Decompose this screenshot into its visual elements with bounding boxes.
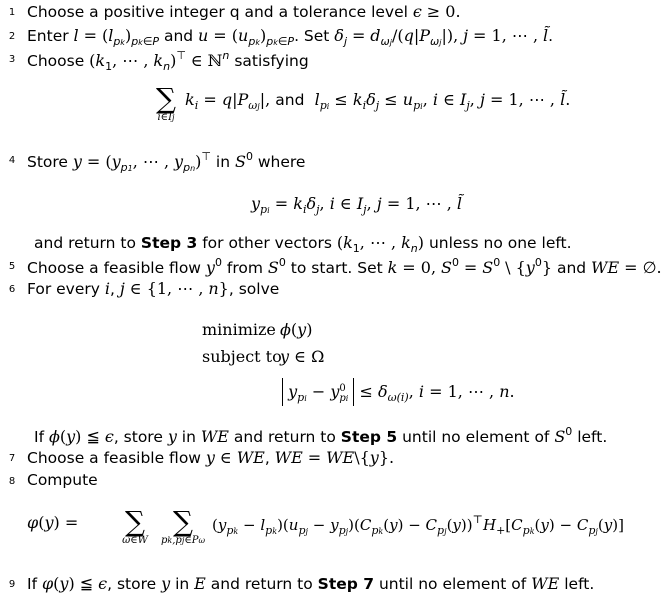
line-number: 9: [8, 579, 16, 590]
line-text: Enter $l = (l_{pk})_{pk\in P}$ and $u = (u_{pk})_{pk\in P}$. Set $\delta_j = d_{\omega j}/(q|P_{\omega j}|)$, j = 1, ⋯ , l̃.: [27, 26, 554, 48]
line-text: and return to Step 3 for other vectors ($k_1$, ⋯ , $k_n$) unless no one left.: [34, 233, 572, 255]
summation-sign: ∑ i∈Ij: [156, 82, 176, 123]
line-number: 8: [8, 476, 16, 487]
equation-text: $k_i = q|P_{\omega j}|$, and $l_{pi} \le k_i\delta_j \le u_{pi}$, i ∈ $I_j$, j = 1, ⋯ , l̃.: [185, 90, 571, 112]
equation-rhs: $(y_{pk} - l_{pk})(u_{pj} - y_{pj})(C_{pk}(y) - C_{pj}(y))^⊤H_+[C_{pk}(y) - C_{pj}(y)]$: [212, 513, 624, 537]
algorithm-line-1: [0, 2, 656, 26]
equation-lhs: φ(y) =: [27, 513, 79, 532]
line-number: 5: [8, 261, 16, 272]
summation-sign: ∑ pk,pj∈Pω: [160, 505, 205, 546]
algorithm-line-6: [0, 279, 656, 303]
constraint-feasible: y ∈ Ω: [280, 347, 325, 366]
line-number: 7: [8, 453, 16, 464]
equation-step-4: $y_{pi} = k_i\delta_j$, i ∈ $I_j$, j = 1, ⋯ , l̃: [251, 194, 463, 216]
line-text: Store $y = (y_{p1}$, ⋯ , $y_{pn})^⊤$ in $S^0$ where: [27, 150, 306, 174]
step-reference: Step 5: [340, 428, 398, 446]
objective: ϕ(y): [280, 320, 313, 339]
algorithm-line-4-continuation: [0, 233, 656, 257]
algorithm-line-3: [0, 49, 656, 73]
subject-to-label: subject to: [202, 347, 282, 366]
line-text: If ϕ(y) ≦ ϵ, store y in WE and return to Step 5 until no element of $S^0$ left.: [34, 425, 608, 446]
summation-sign: ∑ ω∈W: [122, 505, 148, 546]
line-number: 6: [8, 284, 16, 295]
minimize-label: minimize: [202, 320, 276, 339]
line-text: Choose a positive integer q and a tolerance level ϵ ≥ 0.: [27, 2, 461, 21]
algorithm-line-5: [0, 256, 662, 280]
line-text: For every i, j ∈ {1, ⋯ , n}, solve: [27, 279, 280, 298]
constraint-bound: $y_{pi} - y$ 0 pi ≤ $\delta_{\omega(i)}$, i = 1, ⋯ , n.: [282, 378, 515, 406]
algorithm-line-7: [0, 448, 656, 472]
line-text: Compute: [27, 471, 98, 489]
algorithm-line-6-continuation: [0, 425, 656, 449]
step-reference: Step 7: [317, 575, 375, 593]
line-text: If φ(y) ≦ ϵ, store y in E and return to Step 7 until no element of WE left.: [27, 574, 595, 593]
line-text: Choose ($k_1$, ⋯ , $k_n)^⊤$ ∈ ℕ$^n$ satisfying: [27, 49, 309, 73]
algorithm-line-8: [0, 471, 656, 495]
algorithm-line-2: [0, 26, 656, 50]
line-number: 1: [8, 7, 16, 18]
line-number: 2: [8, 31, 16, 42]
algorithm-line-9: [0, 574, 656, 598]
line-text: Choose a feasible flow y ∈ WE, WE = WE\{y}.: [27, 448, 395, 467]
line-text: Choose a feasible flow $y^0$ from $S^0$ to start. Set k = 0, $S^0 = S^0$ \ $\{y^0\}$ and WE = ∅.: [27, 256, 662, 277]
step-reference: Step 3: [140, 234, 198, 252]
line-number: 4: [8, 155, 16, 166]
algorithm-line-4: [0, 150, 656, 174]
line-number: 3: [8, 54, 16, 65]
